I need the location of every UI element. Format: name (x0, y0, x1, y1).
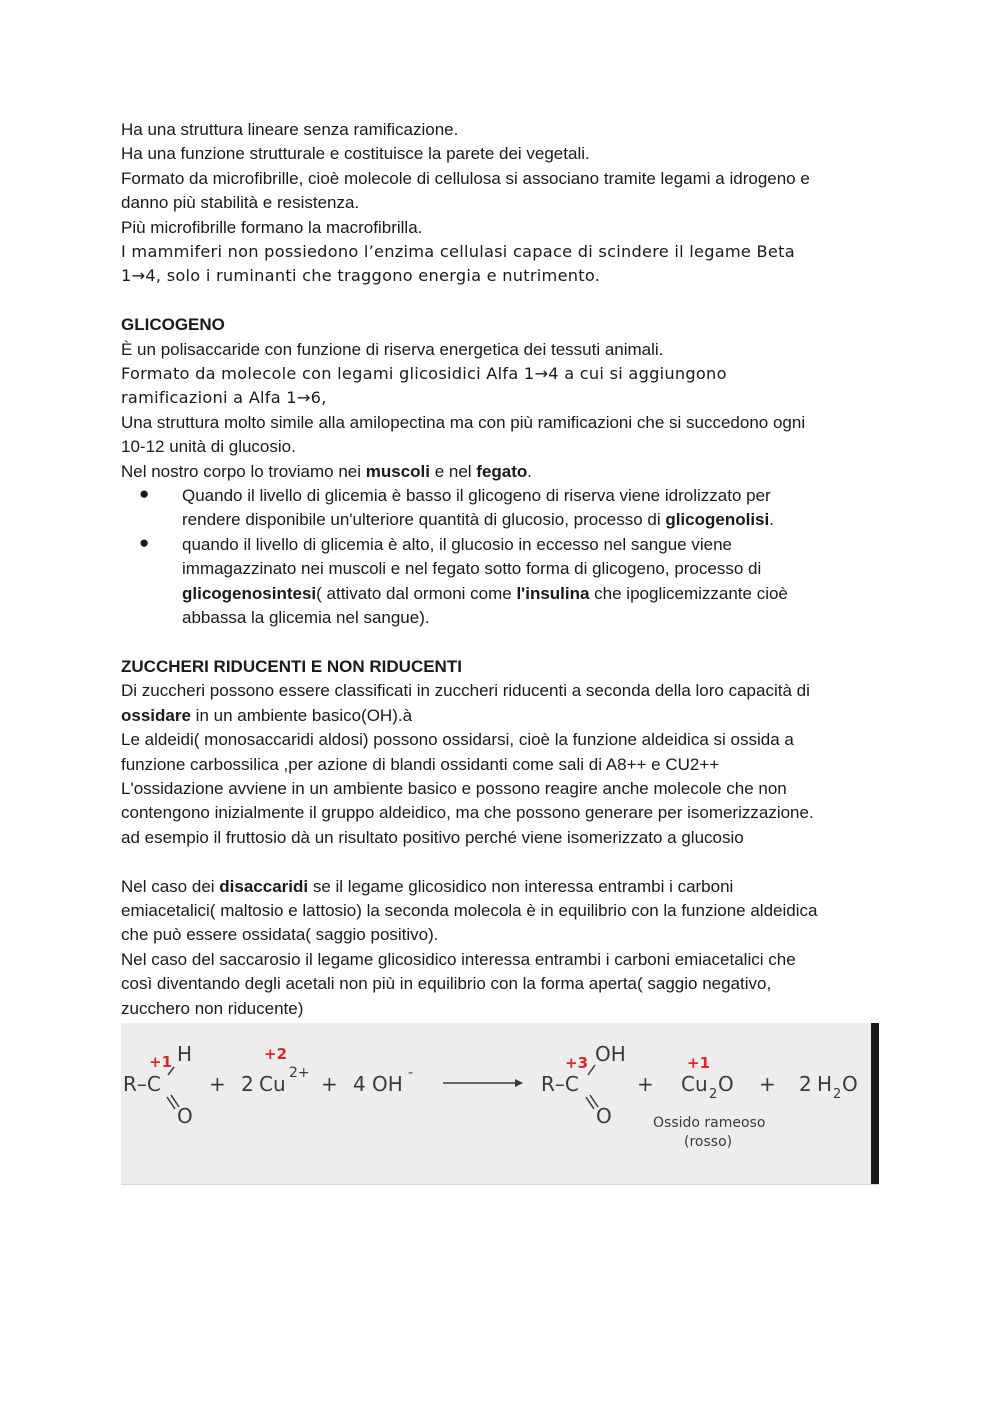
coefficient: 2 (799, 1072, 812, 1096)
text-line: Le aldeidi( monosaccaridi aldosi) possono ossidarsi, cioè la funzione aldeidica si ossida a (121, 730, 794, 750)
text-line: ossidare in un ambiente basico(OH).à (121, 705, 413, 725)
text-line: emiacetalici( maltosio e lattosio) la seconda molecola è in equilibrio con la funzione aldeidica (121, 900, 818, 920)
bullet-icon: ● (139, 532, 150, 552)
text-line: ad esempio il fruttosio dà un risultato positivo perché viene isomerizzato a glucosio (121, 827, 744, 847)
subscript: 2 (833, 1087, 842, 1102)
oxygen-label: O (177, 1104, 193, 1128)
r-c-label: R–C (123, 1072, 161, 1096)
section-heading-zuccheri: ZUCCHERI RIDUCENTI E NON RIDUCENTI (121, 656, 462, 676)
text-line: che può essere ossidata( saggio positivo). (121, 925, 439, 945)
r-c-label: R–C (541, 1072, 579, 1096)
list-item: ● Quando il livello di glicemia è basso il glicogeno di riserva viene idrolizzato per rendere disponibile un'ulteriore quantità di glucosio, processo di glicogenolisi. (139, 484, 774, 530)
coefficient: 2 (241, 1072, 254, 1096)
text-line: 10-12 unità di glucosio. (121, 437, 296, 457)
product-caption: Ossido rameoso (653, 1115, 766, 1131)
oxygen-label: O (842, 1072, 858, 1096)
coefficient: 4 (353, 1072, 366, 1096)
text-line: danno più stabilità e resistenza. (121, 193, 360, 213)
product-caption: (rosso) (684, 1134, 733, 1150)
text-line: L'ossidazione avviene in un ambiente basico e possono reagire anche molecole che non (121, 778, 787, 798)
text-line: Di zuccheri possono essere classificati in zuccheri riducenti a seconda della loro capacità di (121, 681, 810, 701)
plus-sign: + (209, 1072, 226, 1096)
oxygen-label: O (596, 1104, 612, 1128)
list-item: ● quando il livello di glicemia è alto, il glucosio in eccesso nel sangue viene immagazzinato nei muscoli e nel fegato sotto forma di glicogeno, processo di glicogenosintesi( attivato dal ormoni come l'insulina che ipoglicemizzante cioè abbassa la glicemia nel sangue). (139, 532, 788, 628)
reaction-equation (121, 1023, 879, 1184)
subscript: 2 (709, 1087, 718, 1102)
charge-label: - (408, 1065, 414, 1081)
text-line: Ha una funzione strutturale e costituisce la parete dei vegetali. (121, 144, 590, 164)
charge-label: 2+ (289, 1065, 310, 1081)
text-line: È un polisaccaride con funzione di riserva energetica dei tessuti animali. (121, 339, 664, 359)
copper-label: Cu (259, 1072, 286, 1096)
oxygen-label: O (718, 1072, 734, 1096)
plus-sign: + (321, 1072, 338, 1096)
text-line: ramificazioni a Alfa 1→6, (121, 388, 327, 408)
text-line: Nel caso del saccarosio il legame glicosidico interessa entrambi i carboni emiacetalici che (121, 949, 796, 969)
text-line: Più microfibrille formano la macrofibrilla. (121, 217, 423, 237)
hydroxide-label: OH (372, 1072, 403, 1096)
plus-sign: + (759, 1072, 776, 1096)
oxidation-state-label: +2 (264, 1045, 288, 1063)
reaction-image (121, 1023, 879, 1185)
text-line: così diventando degli acetali non più in equilibrio con la forma aperta( saggio negativo, (121, 974, 772, 994)
text-line: contengono inizialmente il gruppo aldeidico, ma che possono generare per isomerizzazione. (121, 803, 814, 823)
oxidation-state-label: +1 (149, 1053, 173, 1071)
text-line: Nel caso dei disaccaridi se il legame glicosidico non interessa entrambi i carboni (121, 876, 734, 896)
hydrogen-label: H (817, 1072, 833, 1096)
plus-sign: + (637, 1072, 654, 1096)
text-line: zucchero non riducente) (121, 998, 304, 1018)
text-line: Ha una struttura lineare senza ramificazione. (121, 120, 459, 139)
text-line: I mammiferi non possiedono l’enzima cellulasi capace di scindere il legame Beta (121, 242, 795, 262)
text-line: Formato da molecole con legami glicosidici Alfa 1→4 a cui si aggiungono (121, 364, 727, 384)
bullet-icon: ● (139, 484, 150, 504)
text-line: Nel nostro corpo lo troviamo nei muscoli e nel fegato. (121, 461, 533, 481)
copper-label: Cu (681, 1072, 708, 1096)
document-body (121, 118, 891, 1021)
oxidation-state-label: +3 (565, 1054, 589, 1072)
text-line: Una struttura molto simile alla amilopectina ma con più ramificazioni che si succedono ogni (121, 412, 806, 432)
image-edge-bar (871, 1023, 879, 1184)
hydrogen-label: H (177, 1042, 193, 1066)
hydroxyl-label: OH (595, 1042, 626, 1066)
oxidation-state-label: +1 (687, 1054, 711, 1072)
section-heading-glicogeno: GLICOGENO (121, 315, 225, 335)
text-line: funzione carbossilica ,per azione di blandi ossidanti come sali di A8++ e CU2++ (121, 754, 720, 774)
text-line: Formato da microfibrille, cioè molecole di cellulosa si associano tramite legami a idrogeno e (121, 168, 810, 188)
text-line: 1→4, solo i ruminanti che traggono energia e nutrimento. (121, 266, 601, 286)
